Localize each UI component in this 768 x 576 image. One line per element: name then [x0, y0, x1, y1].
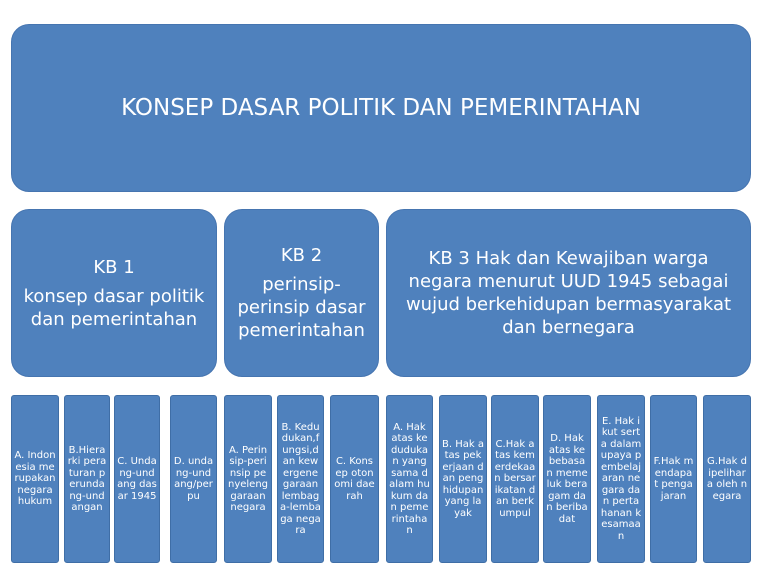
kb3-heading: KB 3 Hak dan Kewajiban warga negara menurut UUD 1945 sebagai wujud berkehidupan bermasyarakat dan bernegara: [405, 248, 732, 338]
leaf-kb1-a: A. Indonesia merupakan negara hukum: [11, 395, 59, 563]
leaf-kb3-b: B. Hak atas pekerjaan dan penghidupan yang layak: [439, 395, 487, 563]
leaf-kb1-b: B.Hierarki peraturan perundang-undangan: [64, 395, 110, 563]
leaf-kb3-a: A. Hak atas kedudukan yang sama dalam hukum dan pemerintahan: [386, 395, 433, 563]
kb2-heading: KB 2: [280, 245, 323, 266]
leaf-kb3-c: C.Hak atas kemerdekaan bersarikatan dan berkumpul: [491, 395, 539, 563]
leaf-kb3-g: G.Hak dipelihara oleh negara: [703, 395, 751, 563]
leaf-kb1-c: C. Undang-undang dasar 1945: [114, 395, 160, 563]
leaf-kb1-d: D. undang-undang/perpu: [170, 395, 217, 563]
leaf-kb2-a: A. Perinsip-perinsip penyelenggaraan negara: [224, 395, 272, 563]
kb2-subtitle: perinsip-perinsip dasar pemerintahan: [237, 274, 366, 341]
kb3-box: [386, 209, 751, 377]
leaf-kb3-d: D. Hak atas kebebasan memeluk beragam dan beribadat: [543, 395, 591, 563]
leaf-kb3-e: E. Hak ikut serta dalam upaya pembelajaran negara dan pertahanan kesamaan: [597, 395, 645, 563]
kb1-heading: KB 1: [93, 256, 135, 278]
kb2-box: [224, 209, 379, 377]
kb1-box: [11, 209, 217, 377]
title-text: KONSEP DASAR POLITIK DAN PEMERINTAHAN: [121, 95, 641, 121]
leaf-kb3-f: F.Hak mendapat pengajaran: [650, 395, 697, 563]
title-box: [11, 24, 751, 192]
leaf-kb2-c: C. Konsep otonomi daerah: [330, 395, 379, 563]
kb1-subtitle: konsep dasar politik dan pemerintahan: [23, 285, 205, 330]
leaf-kb2-b: B. Kedudukan,fungsi,dan kewergenegaraan lembaga-lembaga negara: [277, 395, 324, 563]
